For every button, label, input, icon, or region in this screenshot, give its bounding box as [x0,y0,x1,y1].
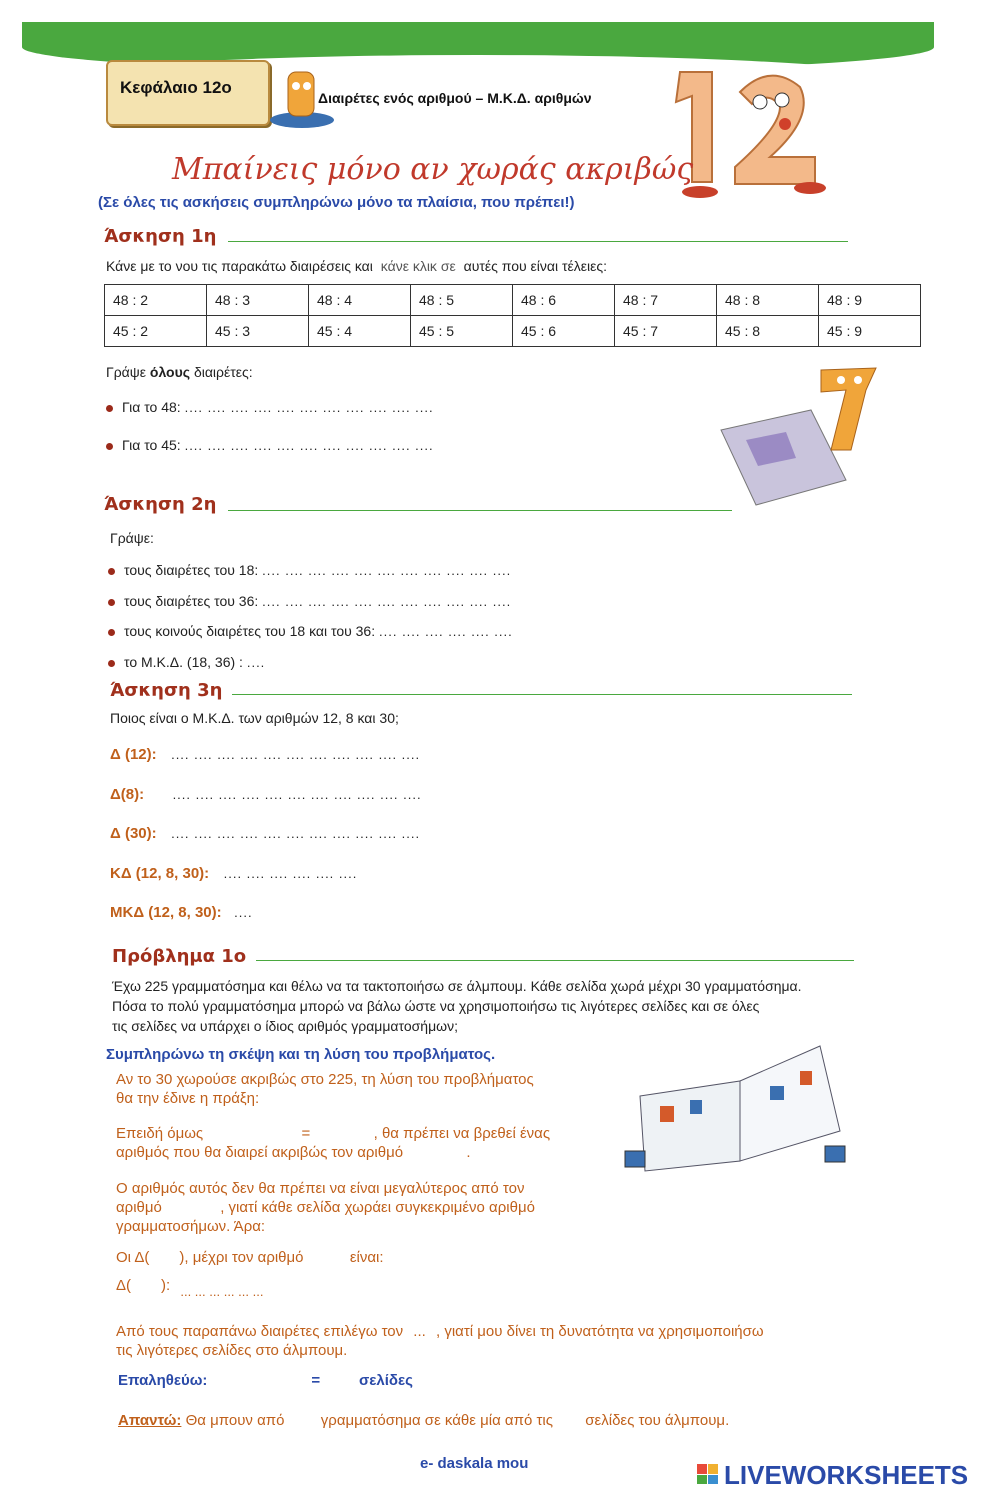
bullet-icon [108,629,115,636]
solution-heading: Συμπληρώνω τη σκέψη και τη λύση του προβλήματος. [106,1046,496,1063]
exercise-3-question: Ποιος είναι ο Μ.Κ.Δ. των αριθμών 12, 8 και 30; [110,710,399,726]
write-divisors-label: Γράψε όλους διαιρέτες: [106,364,253,380]
division-cell[interactable]: 48 : 6 [513,285,615,316]
division-cell[interactable]: 45 : 9 [819,316,921,347]
solution-para-4: Οι Δ( ), μέχρι τον αριθμό είναι: [116,1249,384,1266]
exercise-1-prompt: Κάνε με το νου τις παρακάτω διαιρέσεις και κάνε κλικ σε αυτές που είναι τέλειες: [106,258,607,274]
division-cell[interactable]: 45 : 6 [513,316,615,347]
answer-blanks[interactable]: .... .... .... .... .... .... .... .... .... .... .... [184,438,434,453]
division-cell[interactable]: 45 : 7 [615,316,717,347]
chapter-label: Κεφάλαιο 12ο [120,78,232,97]
verify-row: Επαληθεύω: = σελίδες [118,1372,413,1389]
exercise-3-rule [232,694,852,695]
answer-blank[interactable]: .... [246,655,266,670]
puzzle-seven-icon [716,360,901,510]
answer-blanks[interactable]: ... ... ... ... ... ... [180,1284,264,1299]
solution-para-1: Αν το 30 χωρούσε ακριβώς στο 225, τη λύση του προβλήματος θα την έδινε η πράξη: [116,1071,534,1107]
answer-blanks[interactable]: .... .... .... .... .... .... .... .... .... .... .... [171,747,421,762]
exercise-2-title: Άσκηση 2η [104,494,217,515]
division-cell[interactable]: 45 : 8 [717,316,819,347]
problem-statement: Έχω 225 γραμματόσημα και θέλω να τα τακτοποιήσω σε άλμπουμ. Κάθε σελίδα χωρά μέχρι 30 γραμματόσημα. Πόσα το πολύ γραμματόσημα μπορώ να βάλω ώστε να χρησιμοποιήσω τις λιγότερες σελίδες και σε όλες τις σελίδες να υπάρχει ο ίδιος αριθμός γραμματοσήμων; [112,978,802,1034]
solution-para-5: Δ( ): ... ... ... ... ... ... [116,1277,264,1299]
answer-row: Απαντώ: Θα μπουν από γραμματόσημα σε κάθε μία από τις σελίδες του άλμπουμ. [118,1412,730,1429]
table-row [105,285,921,316]
answer-blanks[interactable]: .... .... .... .... .... .... .... .... .... .... .... [184,400,434,415]
common-divisors-12-8-30-row: ΚΔ (12, 8, 30): .... .... .... .... .... .... [110,865,358,882]
chapter-subtitle: Διαιρέτες ενός αριθμού – Μ.Κ.Δ. αριθμών [318,90,592,106]
exercise-1-rule [228,241,848,242]
divisors-45-row: Για το 45: .... .... .... .... .... .... .... .... .... .... .... [106,437,434,453]
division-cell[interactable]: 48 : 2 [105,285,207,316]
bullet-icon [106,405,113,412]
solution-para-6: Από τους παραπάνω διαιρέτες επιλέγω τον ... , γιατί μου δίνει τη δυνατότητα να χρησιμοποιήσω τις λιγότερες σελίδες στο άλμπουμ. [116,1323,764,1359]
answer-blanks[interactable]: .... .... .... .... .... .... [379,624,513,639]
division-cell[interactable]: 45 : 2 [105,316,207,347]
bullet-icon [108,568,115,575]
motto-heading: Μπαίνεις μόνο αν χωράς ακριβώς [172,152,694,187]
d12-row: Δ (12): .... .... .... .... .... .... .... .... .... .... .... [110,746,421,763]
exercise-2-rule [228,510,732,511]
division-cell[interactable]: 45 : 5 [411,316,513,347]
bullet-icon [108,599,115,606]
common-divisors-row: τους κοινούς διαιρέτες του 18 και του 36: .... .... .... .... .... .... [108,623,513,639]
d30-row: Δ (30): .... .... .... .... .... .... .... .... .... .... .... [110,825,421,842]
problem-title: Πρόβλημα 1ο [112,946,247,967]
bullet-icon [108,660,115,667]
divisors-48-row: Για το 48: .... .... .... .... .... .... .... .... .... .... .... [106,399,434,415]
division-cell[interactable]: 48 : 8 [717,285,819,316]
exercise-3-title: Άσκηση 3η [110,680,223,701]
problem-rule [256,960,854,961]
answer-blank[interactable]: .... [234,905,253,920]
answer-blanks[interactable]: .... .... .... .... .... .... .... .... .... .... .... [171,826,421,841]
gcd-18-36-row: το Μ.Κ.Δ. (18, 36) : .... [108,654,265,670]
answer-blanks[interactable]: .... .... .... .... .... .... [223,866,358,881]
d8-row: Δ(8): .... .... .... .... .... .... .... .... .... .... .... [110,786,422,803]
division-table [104,284,921,347]
write-label: Γράψε: [110,530,154,546]
answer-blank[interactable]: ... [413,1323,426,1340]
division-cell[interactable]: 48 : 5 [411,285,513,316]
gcd-12-8-30-row: ΜΚΔ (12, 8, 30): .... [110,904,253,921]
solution-para-3: Ο αριθμός αυτός δεν θα πρέπει να είναι μεγαλύτερος από τον αριθμό , γιατί κάθε σελίδα χωράει συγκεκριμένο αριθμό γραμματοσήμων. Άρα: [116,1180,535,1235]
bullet-icon [106,443,113,450]
answer-blanks[interactable]: .... .... .... .... .... .... .... .... .... .... .... [172,787,422,802]
division-cell[interactable]: 45 : 4 [309,316,411,347]
table-row [105,316,921,347]
divisors-18-row: τους διαιρέτες του 18: .... .... .... .... .... .... .... .... .... .... .... [108,562,511,578]
credit-text: e- daskala mou [420,1455,529,1472]
division-cell[interactable]: 48 : 7 [615,285,717,316]
solution-para-2: Επειδή όμως = , θα πρέπει να βρεθεί ένας αριθμός που θα διαιρεί ακριβώς τον αριθμό . [116,1125,551,1161]
liveworksheets-brand[interactable]: LIVEWORKSHEETS [724,1460,969,1490]
click-hint: κάνε κλικ σε [380,258,456,274]
exercise-1-title: Άσκηση 1η [104,226,217,247]
division-cell[interactable]: 48 : 3 [207,285,309,316]
stamp-album-icon [620,1036,860,1176]
answer-blanks[interactable]: .... .... .... .... .... .... .... .... .... .... .... [262,594,512,609]
division-cell[interactable]: 48 : 9 [819,285,921,316]
division-cell[interactable]: 45 : 3 [207,316,309,347]
answer-blanks[interactable]: .... .... .... .... .... .... .... .... .... .... .... [262,563,512,578]
divisors-36-row: τους διαιρέτες του 36: .... .... .... .... .... .... .... .... .... .... .... [108,593,511,609]
division-cell[interactable]: 48 : 4 [309,285,411,316]
liveworksheets-logo-icon [697,1462,719,1484]
instruction-text: (Σε όλες τις ασκήσεις συμπληρώνω μόνο τα πλαίσια, που πρέπει!) [98,194,575,211]
